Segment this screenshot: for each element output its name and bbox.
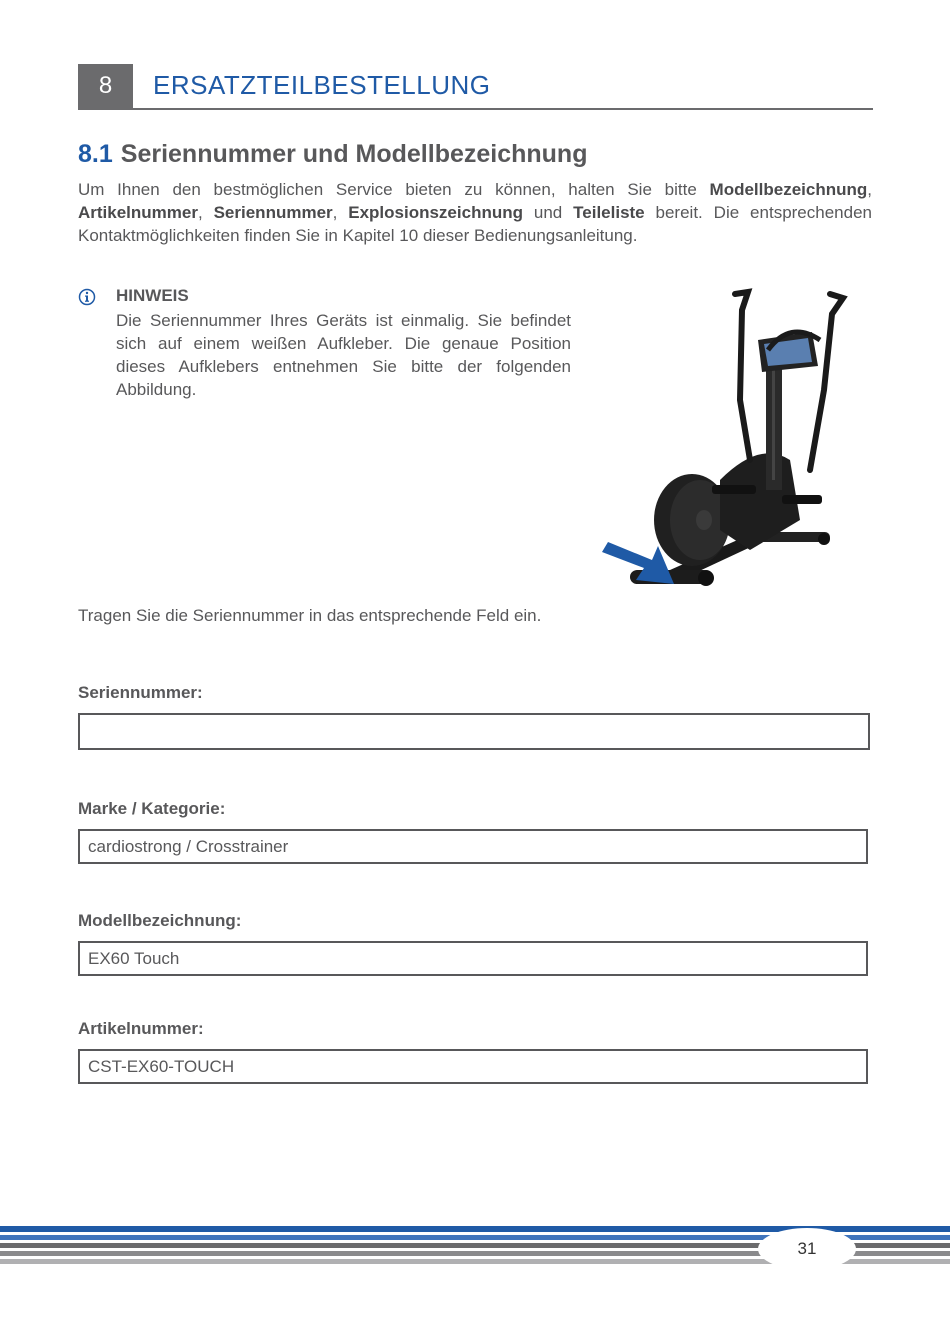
intro-bold-term: Explosionszeichnung xyxy=(348,203,523,222)
intro-text: , xyxy=(867,180,872,199)
chapter-number: 8 xyxy=(78,64,133,108)
chapter-title: ERSATZTEILBESTELLUNG xyxy=(153,70,491,100)
article-number-label: Artikelnummer: xyxy=(78,1019,204,1038)
serial-number-label: Seriennummer: xyxy=(78,683,203,702)
brand-category-label: Marke / Kategorie: xyxy=(78,799,226,818)
crosstrainer-image xyxy=(600,280,860,600)
section-title xyxy=(78,140,587,169)
chapter-header xyxy=(78,64,873,110)
serial-number-field[interactable] xyxy=(78,713,870,750)
model-name-label: Modellbezeichnung: xyxy=(78,911,242,930)
instruction-text: Tragen Sie die Seriennummer in das entsprechende Feld ein. xyxy=(78,606,542,625)
intro-bold-term: Artikelnummer xyxy=(78,203,198,222)
page-number: 31 xyxy=(758,1228,856,1270)
note-text: Die Seriennummer Ihres Geräts ist einmalig. Sie befindet sich auf einem weißen Aufkleber. Die genaue Position dieses Aufklebers entnehmen Sie bitte der folgenden Abbildung. xyxy=(116,311,571,399)
intro-text: , xyxy=(197,203,214,222)
intro-text: , xyxy=(332,203,349,222)
intro-bold-term: Modellbezeichnung xyxy=(709,180,868,199)
intro-paragraph xyxy=(78,178,872,247)
intro-text: und xyxy=(523,203,574,222)
section-number: 8.1 xyxy=(78,140,113,168)
brand-category-field[interactable]: cardiostrong / Crosstrainer xyxy=(78,829,868,864)
intro-bold-term: Seriennummer xyxy=(213,203,333,222)
article-number-field[interactable]: CST-EX60-TOUCH xyxy=(78,1049,868,1084)
section-title-text: Seriennummer und Modellbezeichnung xyxy=(120,140,588,168)
intro-text: Um Ihnen den bestmöglichen Service bieten zu können, halten Sie bitte xyxy=(78,180,710,199)
info-icon xyxy=(78,288,96,306)
note-heading: HINWEIS xyxy=(116,286,189,305)
intro-bold-term: Teileliste xyxy=(573,203,645,222)
model-name-field[interactable]: EX60 Touch xyxy=(78,941,868,976)
intro-text: bereit. Die entsprechenden Kontaktmöglichkeiten finden Sie in Kapitel 10 dieser Bedienungsanleitung. xyxy=(78,203,872,245)
